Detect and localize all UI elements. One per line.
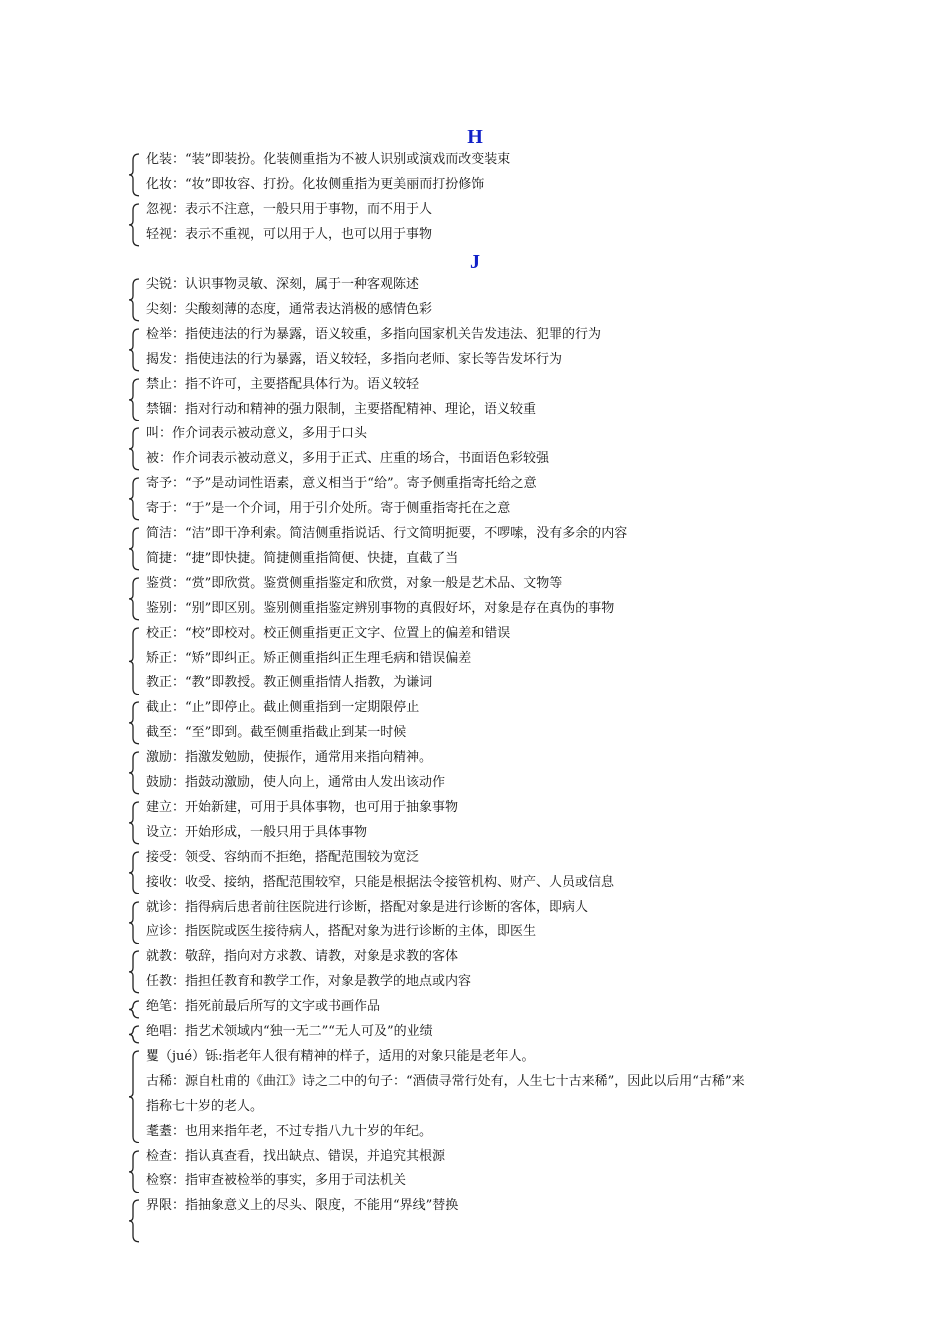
entry-line: 耄耋：也用来指年老，不过专指八九十岁的年纪。 bbox=[146, 1123, 433, 1139]
group-brace bbox=[128, 477, 142, 521]
group-brace bbox=[128, 577, 142, 621]
entry-line: 被：作介词表示被动意义，多用于正式、庄重的场合，书面语色彩较强 bbox=[146, 451, 550, 467]
entry-line: 接受：领受、容纳而不拒绝，搭配范围较为宽泛 bbox=[146, 849, 420, 865]
entry-line: 揭发：指使违法的行为暴露，语义较轻，多指向老师、家长等告发坏行为 bbox=[146, 351, 563, 367]
entry-line: 寄于：“于”是一个介词，用于引介处所。寄于侧重指寄托在之意 bbox=[146, 501, 511, 517]
entry-line: 截至：“至”即到。截至侧重指截止到某一时候 bbox=[146, 725, 407, 741]
group-brace bbox=[128, 1150, 142, 1194]
entry-line: 任教：指担任教育和教学工作，对象是教学的地点或内容 bbox=[146, 974, 472, 990]
entry-line: 叫：作介词表示被动意义，多用于口头 bbox=[146, 426, 368, 442]
group-brace bbox=[128, 278, 142, 322]
entry-line: 化妆：“妆”即妆容、打扮。化妆侧重指为更美丽而打扮修饰 bbox=[146, 176, 485, 192]
group-brace bbox=[128, 527, 142, 571]
entry-line: 寄予：“予”是动词性语素，意义相当于“给”。寄予侧重指寄托给之意 bbox=[146, 476, 537, 492]
entry-line: 禁锢：指对行动和精神的强力限制，主要搭配精神、理论，语义较重 bbox=[146, 401, 537, 417]
entry-line: 教正：“教”即教授。教正侧重指情人指教，为谦词 bbox=[146, 675, 433, 691]
entry-line: 忽视：表示不注意，一般只用于事物，而不用于人 bbox=[146, 201, 433, 217]
entry-line: 就教：敬辞，指向对方求教、请教，对象是求教的客体 bbox=[146, 949, 459, 965]
entry-line: 绝唱：指艺术领域内“独一无二”“无人可及”的业绩 bbox=[146, 1024, 433, 1039]
entry-line: 鉴别：“别”即区别。鉴别侧重指鉴定辨别事物的真假好坏，对象是存在真伪的事物 bbox=[146, 600, 615, 616]
group-brace bbox=[128, 801, 142, 845]
section-heading-h: H bbox=[467, 126, 483, 148]
entry-line: 界限：指抽象意义上的尽头、限度，不能用“界线”替换 bbox=[146, 1198, 459, 1214]
entry-line: 指称七十岁的老人。 bbox=[146, 1098, 264, 1114]
entry-line: 简捷：“捷”即快捷。简捷侧重指简便、快捷，直截了当 bbox=[146, 550, 459, 566]
group-brace bbox=[128, 1199, 142, 1243]
group-brace bbox=[128, 328, 142, 372]
entry-line: 尖刻：尖酸刻薄的态度，通常表达消极的感情色彩 bbox=[146, 301, 433, 317]
group-brace bbox=[128, 627, 142, 696]
entry-line: 截止：“止”即停止。截止侧重指到一定期限停止 bbox=[146, 700, 420, 716]
group-brace bbox=[128, 203, 142, 247]
entry-line: 鼓励：指鼓动激励，使人向上，通常由人发出该动作 bbox=[146, 775, 446, 790]
entry-line: 禁止：指不许可，主要搭配具体行为。语义较轻 bbox=[146, 376, 420, 392]
entry-line: 矫正：“矫”即纠正。矫正侧重指纠正生理毛病和错误偏差 bbox=[146, 650, 472, 666]
group-brace bbox=[128, 378, 142, 422]
group-brace bbox=[128, 1025, 142, 1044]
section-heading-j: J bbox=[470, 251, 480, 273]
entry-line: 建立：开始新建，可用于具体事物，也可用于抽象事物 bbox=[146, 799, 459, 815]
entry-line: 接收：收受、接纳，搭配范围较窄，只能是根据法令接管机构、财产、人员或信息 bbox=[146, 874, 615, 890]
entry-line: 检举：指使违法的行为暴露，语义较重，多指向国家机关告发违法、犯罪的行为 bbox=[146, 326, 602, 342]
entry-line: 设立：开始形成，一般只用于具体事物 bbox=[146, 824, 368, 840]
entry-line: 古稀：源自杜甫的《曲江》诗之二中的句子：“酒债寻常行处有，人生七十古来稀”，因此以后用“古稀”来 bbox=[146, 1073, 745, 1089]
group-brace bbox=[128, 851, 142, 895]
group-brace bbox=[128, 153, 142, 197]
entry-line: 鉴赏：“赏”即欣赏。鉴赏侧重指鉴定和欣赏，对象一般是艺术品、文物等 bbox=[146, 575, 563, 591]
entry-line: 校正：“校”即校对。校正侧重指更正文字、位置上的偏差和错误 bbox=[146, 625, 511, 641]
group-brace bbox=[128, 427, 142, 471]
entry-line: 应诊：指医院或医生接待病人，搭配对象为进行诊断的主体，即医生 bbox=[146, 924, 537, 940]
entry-line: 检查：指认真查看，找出缺点、错误，并追究其根源 bbox=[146, 1148, 446, 1164]
group-brace bbox=[128, 1050, 142, 1144]
group-brace bbox=[128, 950, 142, 994]
entry-line: 矍（jué）铄:指老年人很有精神的样子，适用的对象只能是老年人。 bbox=[146, 1048, 535, 1064]
entry-line: 简洁：“洁”即干净利索。简洁侧重指说话、行文简明扼要，不啰嗦，没有多余的内容 bbox=[146, 526, 628, 541]
group-brace bbox=[128, 901, 142, 945]
entry-line: 检察：指审查被检举的事实，多用于司法机关 bbox=[146, 1173, 407, 1189]
entry-line: 尖锐：认识事物灵敏、深刻，属于一种客观陈述 bbox=[146, 277, 420, 292]
entry-line: 就诊：指得病后患者前往医院进行诊断，搭配对象是进行诊断的客体，即病人 bbox=[146, 899, 589, 915]
group-brace bbox=[128, 751, 142, 795]
entry-line: 激励：指激发勉励，使振作，通常用来指向精神。 bbox=[146, 750, 433, 766]
group-brace bbox=[128, 701, 142, 745]
group-brace bbox=[128, 1000, 142, 1019]
entry-line: 轻视：表示不重视，可以用于人，也可以用于事物 bbox=[146, 226, 433, 242]
entry-line: 化装：“装”即装扮。化装侧重指为不被人识别或演戏而改变装束 bbox=[146, 152, 511, 167]
entry-line: 绝笔：指死前最后所写的文字或书画作品 bbox=[146, 999, 381, 1015]
